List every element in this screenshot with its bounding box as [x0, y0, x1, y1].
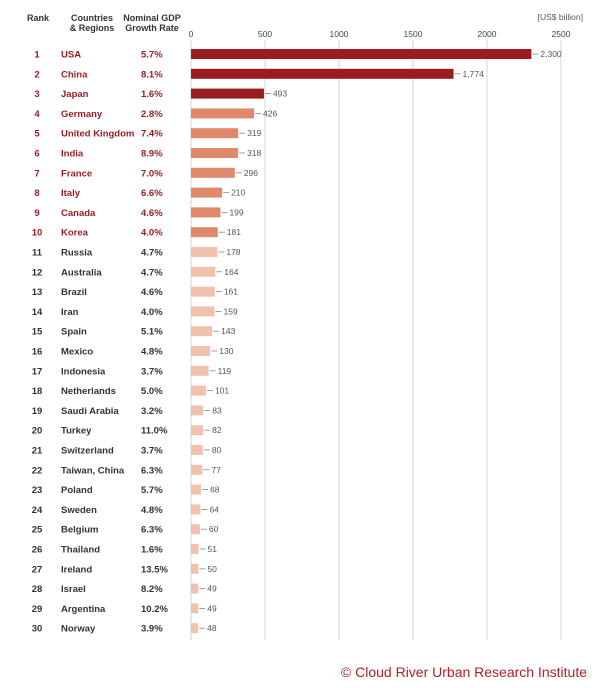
x-tick-label: 2500 — [551, 29, 571, 39]
rank-cell: 20 — [31, 425, 43, 437]
country-cell: India — [61, 148, 84, 160]
rank-cell: 29 — [31, 603, 43, 615]
table-row — [34, 188, 245, 200]
growth-rate-cell: 5.1% — [141, 326, 163, 338]
country-cell: Netherlands — [61, 386, 116, 398]
column-headers — [27, 12, 583, 33]
table-row — [34, 69, 484, 81]
country-cell: Ireland — [61, 564, 93, 576]
table-row — [34, 207, 244, 219]
gdp-value-label: 2,300 — [540, 49, 562, 59]
gdp-value-label: 164 — [224, 266, 239, 277]
gdp-value-label: 51 — [207, 544, 218, 554]
rank-cell: 26 — [31, 544, 43, 556]
country-cell: Australia — [61, 267, 102, 279]
growth-rate-cell: 5.7% — [141, 485, 163, 497]
x-tick-label: 0 — [188, 29, 194, 39]
growth-rate-cell: 4.7% — [141, 267, 163, 279]
gdp-bar — [191, 148, 238, 158]
gdp-value-label: 1,774 — [462, 68, 484, 79]
gdp-bar — [191, 386, 206, 396]
gdp-value-label: 181 — [226, 227, 241, 238]
table-row — [32, 346, 234, 358]
rank-cell: 11 — [31, 247, 43, 259]
country-cell: China — [61, 69, 88, 81]
growth-rate-cell: 1.6% — [141, 544, 163, 556]
table-row — [32, 584, 217, 596]
gdp-bar — [191, 366, 209, 376]
table-row — [32, 247, 241, 259]
country-cell: Brazil — [61, 287, 87, 299]
country-cell: Argentina — [61, 603, 106, 615]
growth-rate-cell: 7.0% — [141, 168, 163, 180]
growth-rate-cell: 4.6% — [141, 207, 163, 219]
country-cell: France — [61, 168, 93, 180]
rank-cell: 27 — [31, 564, 43, 576]
gdp-bar — [191, 69, 454, 79]
gdp-value-label: 493 — [272, 88, 288, 99]
rate-header-line1: Nominal GDP — [123, 13, 181, 23]
gdp-value-label: 318 — [247, 148, 262, 158]
growth-rate-cell: 8.1% — [141, 69, 163, 81]
rank-cell: 3 — [34, 89, 40, 101]
rank-cell: 28 — [31, 584, 43, 596]
growth-rate-cell: 4.6% — [141, 287, 163, 299]
table-row — [32, 564, 217, 576]
country-cell: Iran — [61, 306, 79, 318]
rank-cell: 24 — [31, 504, 43, 516]
country-cell: Italy — [61, 188, 81, 200]
table-row — [32, 425, 222, 437]
table-row — [32, 603, 217, 615]
table-row — [32, 366, 232, 378]
growth-rate-cell: 3.2% — [141, 405, 163, 417]
growth-rate-cell: 8.2% — [141, 584, 163, 596]
growth-rate-cell: 8.9% — [141, 148, 163, 160]
table-row — [32, 326, 236, 338]
gdp-value-label: 178 — [226, 247, 241, 257]
rank-cell: 12 — [31, 267, 43, 279]
rank-cell: 2 — [34, 69, 40, 81]
country-cell: Mexico — [61, 346, 94, 358]
rank-cell: 10 — [31, 227, 43, 239]
gdp-value-label: 101 — [214, 385, 230, 396]
table-row — [32, 405, 222, 417]
table-row — [32, 524, 219, 536]
x-axis-ticks — [189, 29, 571, 39]
growth-rate-cell: 7.4% — [141, 128, 163, 140]
copyright-text: © Cloud River Urban Research Institute — [340, 664, 587, 680]
country-cell: Taiwan, China — [61, 465, 125, 477]
gdp-bar — [191, 227, 218, 237]
table-row — [34, 89, 287, 101]
rank-cell: 5 — [34, 128, 40, 140]
gdp-value-label: 159 — [223, 306, 238, 317]
growth-rate-cell: 3.7% — [141, 366, 163, 378]
growth-rate-cell: 4.7% — [141, 247, 163, 259]
rank-cell: 15 — [31, 326, 43, 338]
gdp-bar — [191, 405, 203, 415]
gdp-bar — [191, 89, 264, 99]
rank-cell: 9 — [34, 207, 40, 219]
growth-rate-cell: 13.5% — [141, 564, 168, 576]
country-cell: United Kingdom — [61, 128, 135, 140]
country-cell: Indonesia — [61, 366, 106, 378]
table-row — [34, 108, 277, 120]
gdp-bar — [191, 306, 215, 316]
growth-rate-cell: 4.0% — [141, 306, 163, 318]
rate-header-line2: Growth Rate — [125, 23, 179, 33]
x-tick-label: 1500 — [403, 29, 423, 39]
gdp-bar — [191, 168, 235, 178]
gdp-value-label: 161 — [223, 286, 239, 297]
country-cell: Norway — [61, 623, 96, 635]
rank-cell: 21 — [31, 445, 43, 457]
table-row — [32, 504, 219, 516]
gdp-bar — [191, 465, 202, 475]
gdp-bar — [191, 623, 198, 633]
growth-rate-cell: 2.8% — [141, 108, 163, 120]
growth-rate-cell: 1.6% — [141, 89, 163, 101]
country-cell: Germany — [61, 108, 103, 120]
growth-rate-cell: 5.0% — [141, 386, 163, 398]
table-row — [32, 623, 217, 635]
table-row — [32, 386, 230, 398]
unit-label: [US$ billion] — [537, 12, 583, 22]
gdp-value-label: 143 — [221, 326, 236, 337]
growth-rate-cell: 10.2% — [141, 603, 168, 615]
gdp-value-label: 49 — [207, 603, 217, 614]
gdp-value-label: 64 — [209, 504, 219, 515]
rank-cell: 25 — [31, 524, 43, 536]
gdp-bar — [191, 544, 199, 554]
rank-cell: 18 — [31, 386, 43, 398]
country-cell: Thailand — [61, 544, 101, 556]
rank-cell: 19 — [31, 405, 43, 417]
gdp-value-label: 199 — [229, 207, 244, 218]
gdp-value-label: 80 — [211, 445, 222, 455]
rank-cell: 23 — [31, 485, 43, 497]
table-row — [32, 465, 221, 477]
country-header-line1: Countries — [70, 13, 114, 23]
gdp-value-label: 296 — [243, 167, 258, 178]
growth-rate-cell: 6.3% — [141, 465, 163, 477]
growth-rate-cell: 4.0% — [141, 227, 163, 239]
gdp-bar — [191, 326, 212, 336]
table-row — [34, 168, 258, 180]
country-cell: Poland — [61, 485, 93, 497]
growth-rate-cell: 6.6% — [141, 188, 163, 200]
gdp-bar — [191, 247, 217, 257]
gdp-bar — [191, 287, 215, 297]
rank-cell: 30 — [31, 623, 43, 635]
table-row — [32, 287, 239, 299]
country-cell: Spain — [61, 326, 87, 338]
rank-cell: 4 — [34, 108, 40, 120]
growth-rate-cell: 4.8% — [141, 504, 163, 516]
rank-cell: 16 — [31, 346, 43, 358]
country-cell: USA — [61, 49, 82, 61]
rank-cell: 14 — [31, 306, 43, 318]
gdp-value-label: 49 — [207, 583, 217, 594]
gdp-value-label: 68 — [210, 484, 220, 495]
gdp-bar — [191, 564, 198, 574]
gdp-bar — [191, 504, 200, 514]
country-cell: Japan — [61, 89, 89, 101]
gdp-bar — [191, 603, 198, 613]
gdp-bar — [191, 188, 222, 198]
growth-rate-cell: 3.7% — [141, 445, 163, 457]
x-tick-label: 500 — [257, 29, 273, 39]
gdp-bar — [191, 267, 215, 277]
rank-cell: 8 — [34, 188, 40, 200]
gdp-value-label: 130 — [219, 346, 234, 356]
country-cell: Russia — [61, 247, 93, 259]
gdp-bar — [191, 128, 238, 138]
country-cell: Belgium — [61, 524, 99, 536]
table-row — [32, 267, 239, 279]
gdp-bar — [191, 346, 210, 356]
rank-cell: 17 — [31, 366, 43, 378]
gdp-bar — [191, 49, 531, 59]
table-row — [32, 544, 218, 556]
rank-header: Rank — [27, 13, 50, 23]
country-cell: Switzerland — [61, 445, 114, 457]
rank-cell: 1 — [34, 49, 40, 61]
gdp-value-label: 50 — [207, 563, 217, 574]
gdp-value-label: 426 — [263, 108, 278, 119]
table-row — [34, 49, 562, 61]
table-row — [32, 306, 238, 318]
gdp-bar — [191, 445, 203, 455]
rank-cell: 22 — [31, 465, 43, 477]
gdp-value-label: 48 — [207, 623, 217, 634]
gdp-bar — [191, 524, 200, 534]
gdp-value-label: 210 — [231, 187, 246, 198]
country-cell: Canada — [61, 207, 96, 219]
growth-rate-cell: 11.0% — [141, 425, 168, 437]
table-row — [34, 128, 261, 140]
country-cell: Sweden — [61, 504, 97, 516]
country-header-line2: & Regions — [69, 23, 115, 33]
growth-rate-cell: 3.9% — [141, 623, 163, 635]
gdp-bar — [191, 584, 198, 594]
gdp-value-label: 77 — [211, 464, 221, 475]
rank-cell: 13 — [31, 287, 43, 299]
gdp-value-label: 119 — [217, 365, 232, 376]
gdp-value-label: 82 — [212, 425, 222, 436]
table-row — [34, 148, 261, 160]
gdp-bar — [191, 207, 220, 217]
table-row — [32, 445, 222, 457]
gdp-bar — [191, 425, 203, 435]
gdp-value-label: 60 — [208, 524, 219, 535]
growth-rate-cell: 5.7% — [141, 49, 163, 61]
growth-rate-cell: 4.8% — [141, 346, 163, 358]
rank-cell: 7 — [34, 168, 40, 180]
gdp-bar — [191, 108, 254, 118]
rank-cell: 6 — [34, 148, 40, 160]
gdp-bar — [191, 485, 201, 495]
country-cell: Turkey — [61, 425, 92, 437]
growth-rate-cell: 6.3% — [141, 524, 163, 536]
x-tick-label: 2000 — [477, 29, 497, 39]
gdp-value-label: 319 — [247, 128, 262, 139]
table-row — [32, 485, 220, 497]
data-rows — [32, 49, 562, 635]
country-cell: Saudi Arabia — [61, 405, 119, 417]
country-cell: Israel — [61, 584, 86, 596]
country-cell: Korea — [61, 227, 88, 239]
x-tick-label: 1000 — [329, 29, 349, 39]
gdp-value-label: 83 — [212, 405, 222, 416]
table-row — [32, 227, 242, 239]
